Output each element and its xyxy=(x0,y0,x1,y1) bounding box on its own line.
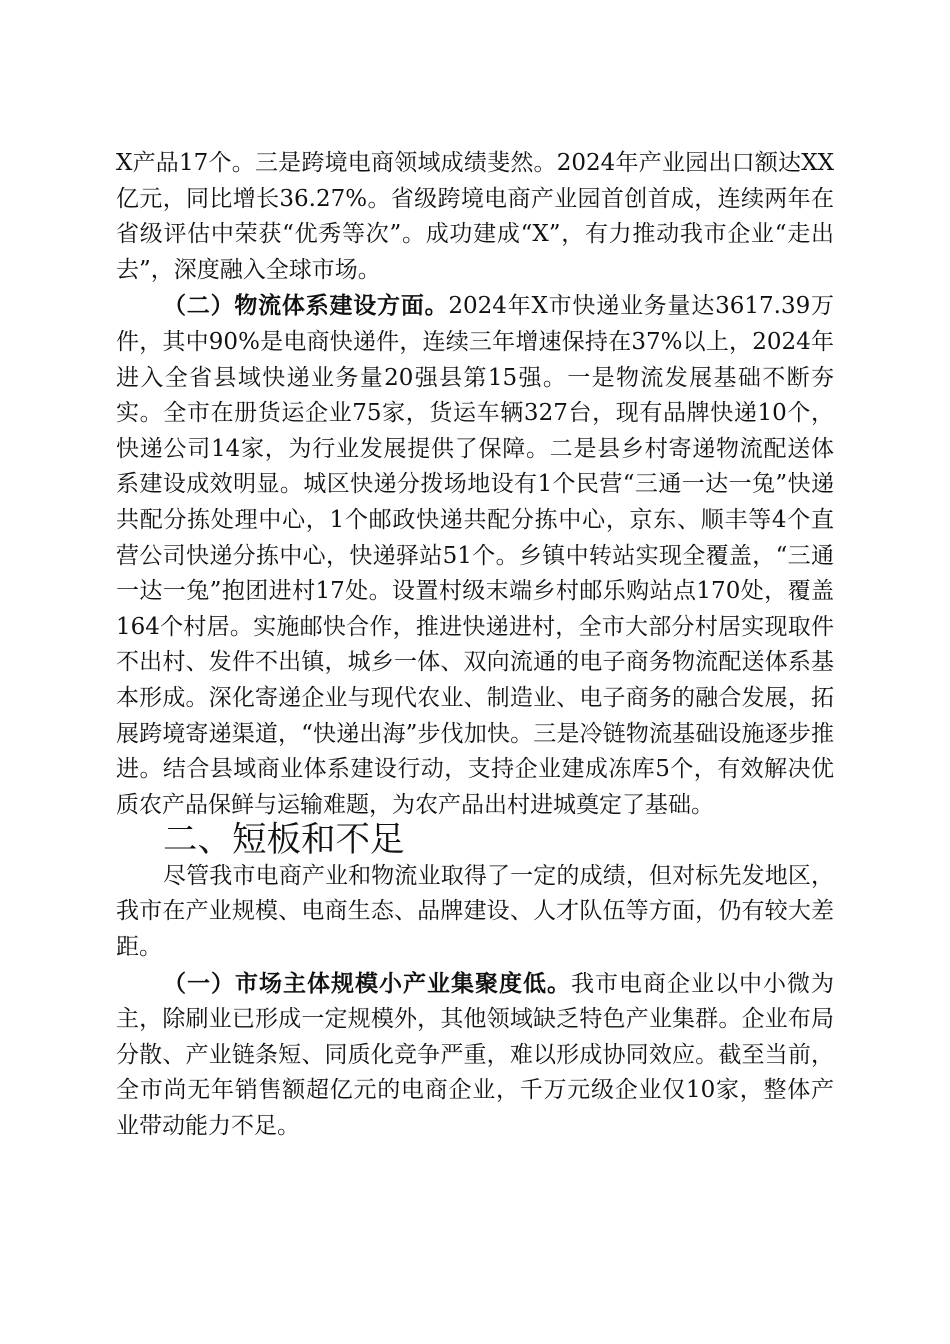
section-heading-shortcomings: 二、短板和不足 xyxy=(163,820,405,861)
document-page xyxy=(116,146,834,1145)
paragraph-text: 2024年X市快递业务量达3617.39万件，其中90%是电商快递件，连续三年增速保持在37%以上，2024年进入全省县域快递业务量20强县第15强。一是物流发展基础不断夯实。全市在册货运企业75家，货运车辆327台，现有品牌快递10个，快递公司14家，为行业发展提供了保障。二是县乡村寄递物流配送体系建设成效明显。城区快递分拨场地设有1个民营“三通一达一兔”快递共配分拣处理中心，1个邮政快递共配分拣中心，京东、顺丰等4个直营公司快递分拣中心，快递驿站51个。乡镇中转站实现全覆盖，“三通一达一兔”抱团进村17处。设置村级末端乡村邮乐购站点170处，覆盖164个村居。实施邮快合作，推进快递进村，全市大部分村居实现取件不出村、发件不出镇，城乡一体、双向流通的电子商务物流配送体系基本形成。深化寄递企业与现代农业、制造业、电子商务的融合发展，拓展跨境寄递渠道，“快递出海”步伐加快。三是冷链物流基础设施逐步推进。结合县域商业体系建设行动，支持企业建成冻库5个，有效解决优质农产品保鲜与运输难题，为农产品出村进城奠定了基础。 xyxy=(116,293,834,818)
paragraph-text: 我市电商企业以中小微为主，除刷业已形成一定规模外，其他领域缺乏特色产业集群。企业布局分散、产业链条短、同质化竞争严重，难以形成协同效应。截至当前，全市尚无年销售额超亿元的电商企业，千万元级企业仅10家，整体产业带动能力不足。 xyxy=(116,970,834,1140)
section-lead-market-entities: （一）市场主体规模小产业集聚度低。 xyxy=(163,969,571,997)
section-lead-logistics: （二）物流体系建设方面。 xyxy=(163,292,449,320)
paragraph-text: 尽管我市电商产业和物流业取得了一定的成绩，但对标先发地区，我市在产业规模、电商生态、品牌建设、人才队伍等方面，仍有较大差距。 xyxy=(116,862,834,961)
paragraph-cross-border-ecommerce xyxy=(116,146,834,288)
paragraph-shortcomings-intro xyxy=(116,859,834,966)
paragraph-logistics xyxy=(116,288,834,823)
paragraph-market-entities xyxy=(116,966,834,1145)
paragraph-text: X产品17个。三是跨境电商领域成绩斐然。2024年产业园出口额达XX亿元，同比增长36.27%。省级跨境电商产业园首创首成，连续两年在省级评估中荣获“优秀等次”。成功建成“X”，有力推动我市企业“走出去”，深度融入全球市场。 xyxy=(116,150,834,283)
